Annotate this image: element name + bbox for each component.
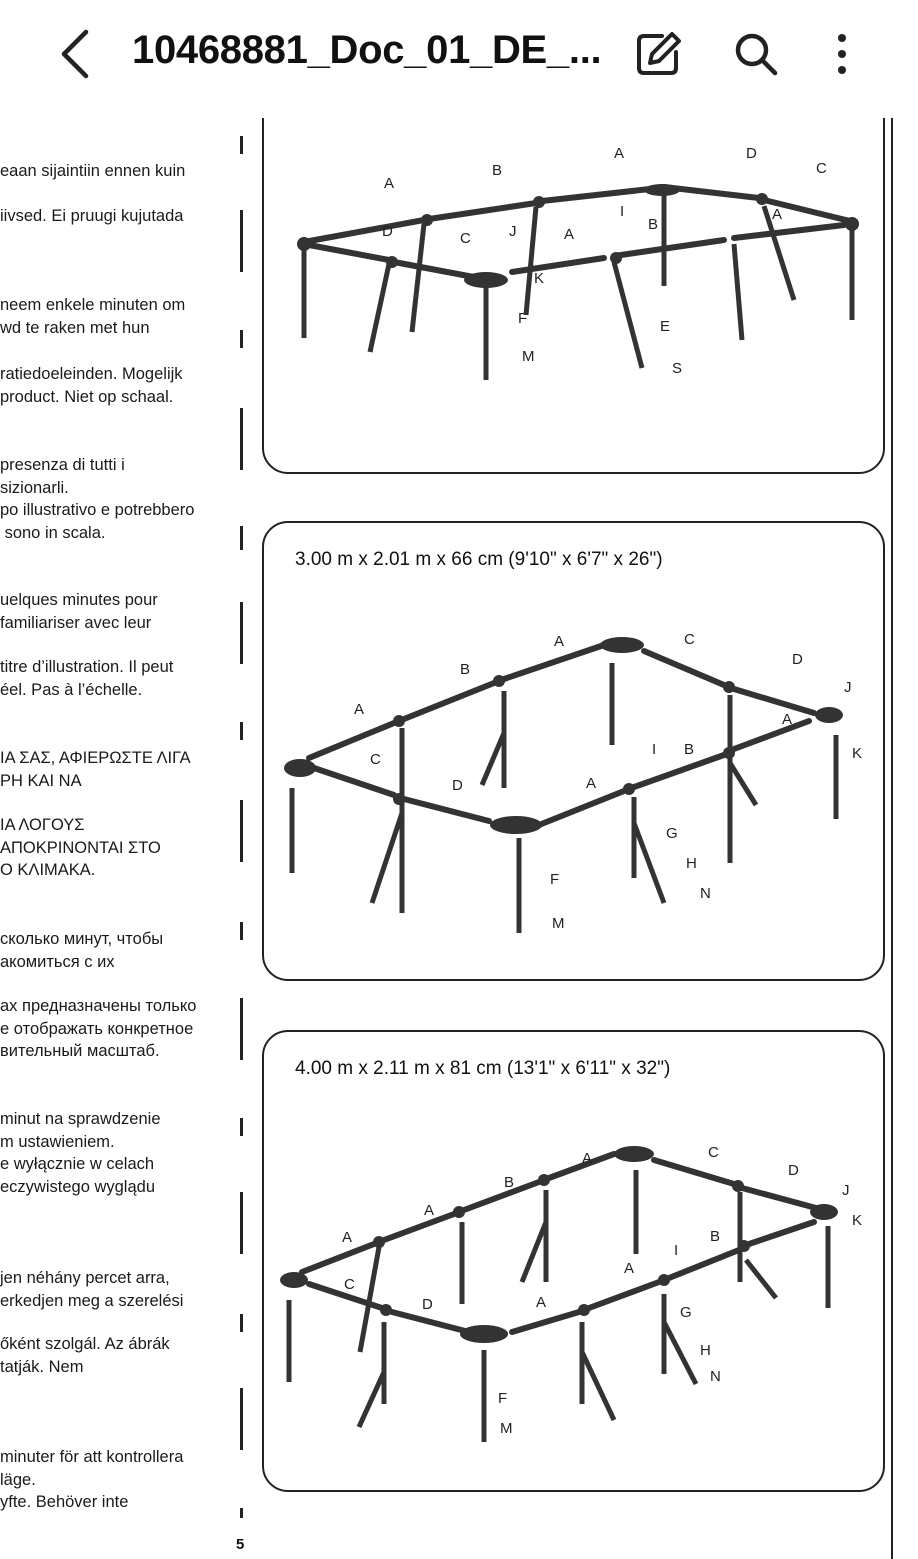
part-label: A (424, 1202, 435, 1219)
text-sv: minuter för att kontrollera läge. yfte. Behöver inte (0, 1448, 184, 1511)
text-hu-2: őként szolgál. Az ábrák tatják. Nem (0, 1335, 170, 1376)
part-label: D (382, 223, 393, 240)
part-label: D (422, 1296, 433, 1313)
part-label: A (342, 1229, 353, 1246)
separator-line (240, 330, 243, 348)
part-label: E (660, 318, 671, 335)
part-label: C (460, 230, 471, 247)
part-label: D (792, 651, 803, 668)
part-label: A (354, 701, 365, 718)
separator-line (240, 602, 243, 664)
part-label: B (684, 741, 695, 758)
part-label: A (384, 175, 395, 192)
part-label: J (842, 1182, 850, 1199)
part-label: C (816, 160, 827, 177)
separator-line (240, 1314, 243, 1332)
part-label: A (536, 1294, 547, 1311)
part-label: I (674, 1242, 679, 1259)
part-label: F (518, 310, 528, 327)
separator-line (240, 722, 243, 740)
part-label: J (509, 223, 517, 240)
frame-diagram-2 (264, 523, 883, 979)
part-label: H (700, 1342, 711, 1359)
part-label: C (344, 1276, 355, 1293)
assembly-diagram-panel-3 (262, 1030, 885, 1492)
part-label: A (564, 226, 575, 243)
part-label: M (522, 348, 535, 365)
part-label: C (684, 631, 695, 648)
part-label: D (788, 1162, 799, 1179)
part-label: H (686, 855, 697, 872)
frame-legs (304, 194, 852, 380)
text-it: presenza di tutti i sizionarli. po illustrativo e potrebbero sono in scala. (0, 456, 195, 542)
part-label: N (700, 885, 711, 902)
part-label: G (666, 825, 678, 842)
separator-line (240, 526, 243, 550)
text-el-1: ΙΑ ΣΑΣ, ΑΦΙΕΡΩΣΤΕ ΛΙΓΑ ΡΗ ΚΑΙ ΝΑ (0, 749, 191, 790)
separator-line (240, 1388, 243, 1450)
text-nl-1: neem enkele minuten om wd te raken met hun (0, 296, 186, 337)
multilingual-text-column (0, 118, 230, 1559)
search-icon[interactable] (730, 28, 782, 80)
part-label: M (552, 915, 565, 932)
part-label: A (614, 145, 625, 162)
text-fr-1: uelques minutes pour familiariser avec leur (0, 591, 158, 632)
separator-line (240, 922, 243, 940)
page-number: 5 (236, 1536, 245, 1553)
part-label: A (624, 1260, 635, 1277)
frame-diagram-1 (264, 118, 883, 472)
more-vertical-icon[interactable] (816, 28, 868, 80)
part-label: F (550, 871, 560, 888)
text-ru-1: сколько минут, чтобы акомиться с их (0, 930, 164, 971)
part-label: A (782, 711, 793, 728)
part-label: B (504, 1174, 515, 1191)
separator-line (240, 136, 243, 154)
separator-line (240, 998, 243, 1060)
text-fr-2: titre d’illustration. Il peut éel. Pas à l’échelle. (0, 658, 174, 699)
part-label: A (554, 633, 565, 650)
text-ru-2: ах предназначены только е отображать конкретное вительный масштаб. (0, 997, 197, 1060)
part-label: D (452, 777, 463, 794)
part-label: C (370, 751, 381, 768)
part-label: B (492, 162, 503, 179)
part-label: D (746, 145, 757, 162)
app-toolbar (0, 0, 918, 119)
separator-line (240, 210, 243, 272)
part-label: S (672, 360, 683, 377)
page-border-line (891, 118, 893, 1559)
part-label: F (498, 1390, 508, 1407)
edit-icon[interactable] (632, 28, 684, 80)
assembly-diagram-panel-1 (262, 118, 885, 474)
part-label: A (772, 206, 783, 223)
text-hu-1: jen néhány percet arra, erkedjen meg a szerelési (0, 1269, 184, 1310)
panel-dimensions-title: 3.00 m x 2.01 m x 66 cm (9'10" x 6'7" x 26") (295, 549, 663, 570)
separator-line (240, 1192, 243, 1254)
document-title: 10468881_Doc_01_DE_... (132, 28, 602, 72)
back-chevron-left-icon[interactable] (52, 24, 100, 84)
separator-line (240, 1508, 243, 1518)
part-label: B (648, 216, 659, 233)
part-label: M (500, 1420, 513, 1437)
part-label: J (844, 679, 852, 696)
part-label: K (534, 270, 545, 287)
separator-line (240, 800, 243, 862)
text-fi: eaan sijaintiin ennen kuin (0, 162, 186, 180)
part-label: C (708, 1144, 719, 1161)
part-label: G (680, 1304, 692, 1321)
part-label: A (582, 1150, 593, 1167)
text-et: iivsed. Ei pruugi kujutada (0, 207, 184, 225)
part-label: I (620, 203, 625, 220)
part-label: K (852, 1212, 863, 1229)
text-el-2: ΙΑ ΛΟΓΟΥΣ ΑΠΟΚΡΙΝΟΝΤΑΙ ΣΤΟ Ο ΚΛΙΜΑΚΑ. (0, 816, 161, 879)
part-label: I (652, 741, 657, 758)
assembly-diagram-panel-2 (262, 521, 885, 981)
part-label: K (852, 745, 863, 762)
part-label: N (710, 1368, 721, 1385)
text-pl: minut na sprawdzenie m ustawieniem. e wyłącznie w celach eczywistego wyglądu (0, 1110, 161, 1196)
separator-line (240, 1118, 243, 1136)
part-label: B (460, 661, 471, 678)
text-nl-2: ratiedoeleinden. Mogelijk product. Niet op schaal. (0, 365, 183, 406)
frame-diagram-3 (264, 1032, 883, 1490)
panel-dimensions-title: 4.00 m x 2.11 m x 81 cm (13'1" x 6'11" x 32") (295, 1058, 671, 1079)
separator-line (240, 408, 243, 470)
part-label: B (710, 1228, 721, 1245)
part-label: A (586, 775, 597, 792)
document-page[interactable] (0, 118, 918, 1559)
